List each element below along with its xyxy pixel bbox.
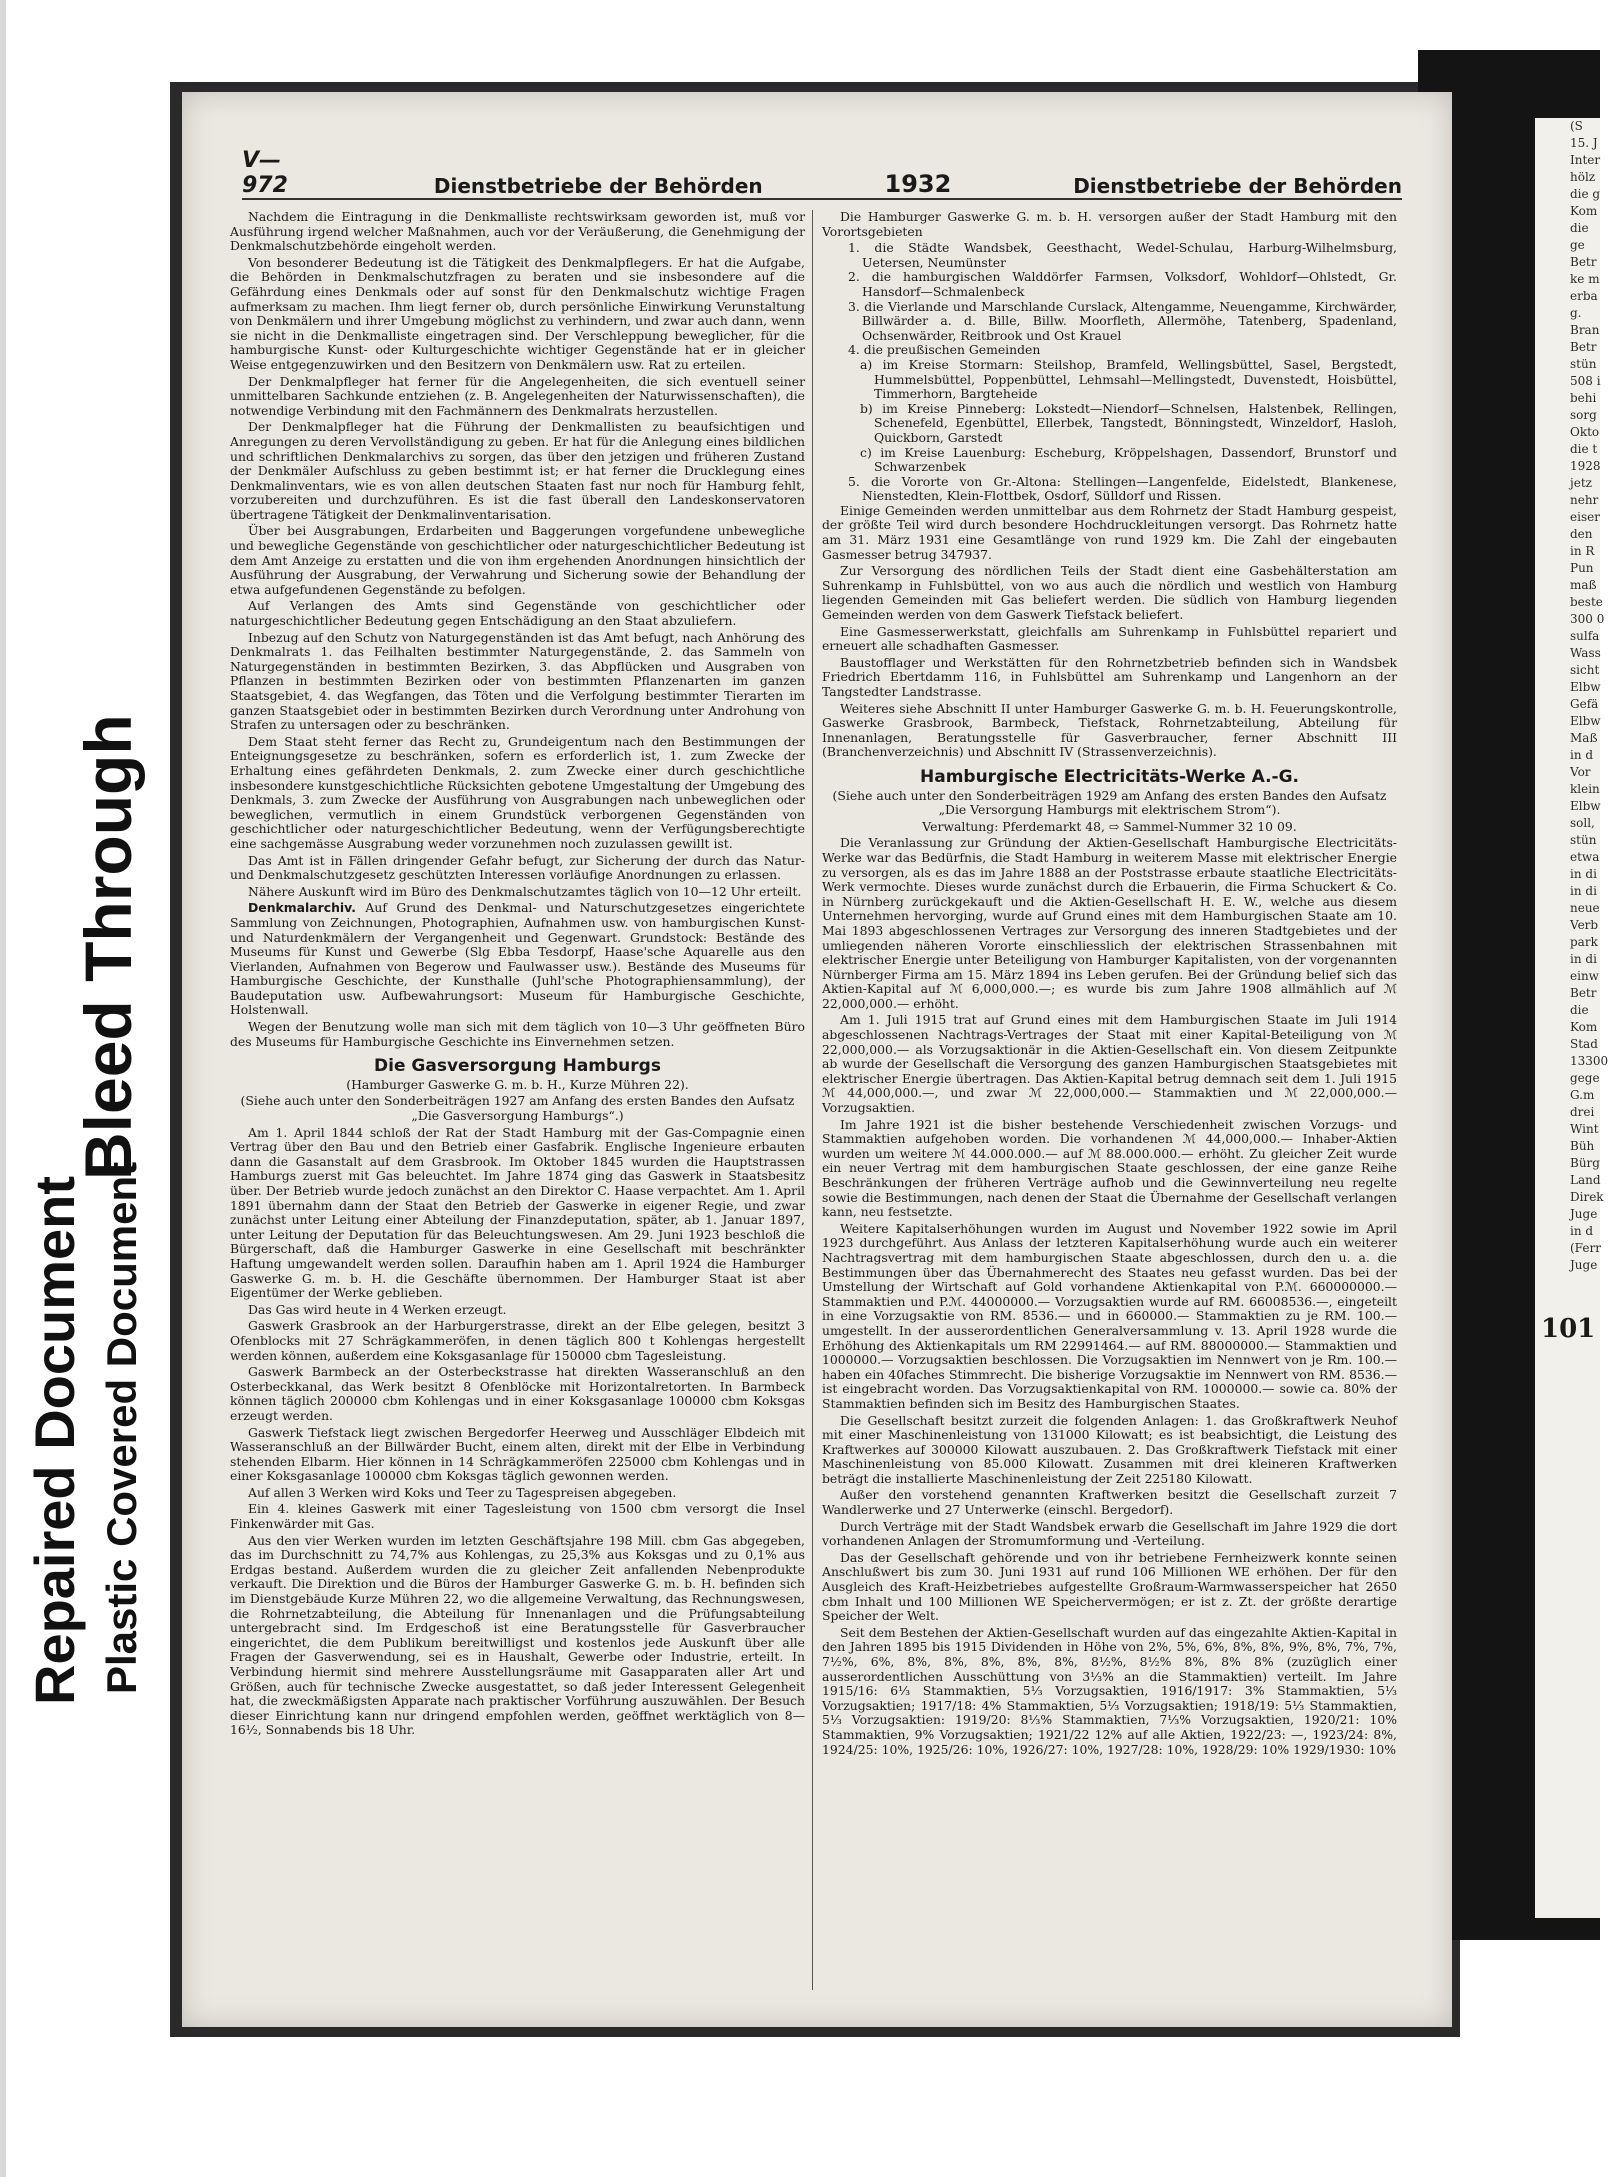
facing-page-fragment: stün (1570, 357, 1597, 371)
paragraph: Von besonderer Bedeutung ist die Tätigkeit des Denkmalpflegers. Er hat die Aufgabe, die Behörden in Denkmalschutzfragen zu beraten und sie insbesondere auf die Gefährdung eines Denkmals oder auf sonst für den Denkmalschutz wichtige Fragen aufmerksam zu machen. Ihm liegt ferner ob, durch persönliche Einwirkung Verunstaltung von Denkmälern und ihrer Umgebung möglichst zu verhindern, und zwar auch dann, wenn sie nicht in die Denkmalliste eingetragen sind. Der Verschleppung beweglicher, für die hamburgische Kunst- oder Kulturgeschichte wichtiger Gegenstände hat er in gleicher Weise entgegenzuwirken und den Besitzern von Denkmälern usw. Rat zu erteilen. (230, 254, 805, 372)
facing-page-fragment: 13300 (1570, 1054, 1608, 1068)
facing-page-fragment: die g (1570, 187, 1601, 201)
facing-page-fragment: in di (1570, 867, 1597, 881)
paragraph: Über bei Ausgrabungen, Erdarbeiten und Baggerungen vorgefundene unbewegliche und bewegliche Gegenstände von geschichtlicher oder naturgeschichtlicher Bedeutung ist dem Amt Anzeige zu erstatten und die von ihm ergehenden Anordnungen hinsichtlich der Ausführung der Ausgrabung, der Verwahrung und Sicherung sowie der Behandlung der etwa aufgefundenen Gegenstände zu befolgen. (230, 523, 805, 597)
facing-page-fragment: eiser (1570, 510, 1600, 524)
facing-page-fragment: ge (1570, 238, 1585, 252)
paragraph: Auf Verlangen des Amts sind Gegenstände von geschichtlicher oder naturgeschichtlicher Bedeutung gegen Entschädigung an den Staat abzuliefern. (230, 598, 805, 629)
section-note: (Siehe auch unter den Sonderbeiträgen 1927 am Anfang des ersten Bandes den Aufsatz „Die Gasversorgung Hamburgs“.) (240, 1093, 795, 1124)
facing-page-fragment: Maß (1570, 731, 1598, 745)
list-item: 1. die Städte Wandsbek, Geesthacht, Wedel-Schulau, Harburg-Wilhelmsburg, Uetersen, Neumünster (848, 240, 1397, 270)
page-number: V—972 (242, 148, 288, 198)
paragraph: Eine Gasmesserwerkstatt, gleichfalls am Suhrenkamp in Fuhlsbüttel repariert und erneuert alle schadhaften Gasmesser. (822, 623, 1397, 654)
paragraph (230, 901, 805, 1018)
paragraph: Weitere Kapitalserhöhungen wurden im August und November 1922 sowie im April 1923 durchgeführt. Aus Anlass der letzteren Kapitalserhöhung wurde auch ein weiterer Nachtragsvertrag mit dem hamburgischen Staate abgeschlossen, durch den u. a. die Bestimmungen über das Übernahmerecht des Staates neu gefasst wurden. Das bei der Umstellung der Wirtschaft auf Gold vorhandene Aktienkapital von P.ℳ. 660000000.— Stammaktien und P.ℳ. 44000000.— Vorzugsaktien wurde auf RM. 66008536.—, eingeteilt in eine Vorzugsaktie von RM. 8536.— und in 660000.— Stammaktien zu je RM. 100.— umgestellt. In der ausserordentlichen Generalversammlung v. 13. April 1928 wurde die Erhöhung des Aktienkapitals um RM 22991464.— auf RM. 88000000.— Stammaktien und 1000000.— Vorzugsaktien beschlossen. Die Vorzugsaktien im Nennwert von je Rm. 100.— haben ein 40faches Stimmrecht. Die bisherige Vorzugsaktie im Nennwert von RM. 8536.— ist eingebracht worden. Das Vorzugsaktienkapital von RM. 1000000.— sowie ca. 80% der Stammaktien befinden sich im Besitz des Hamburgischen Staates. (822, 1220, 1397, 1411)
paragraph: Am 1. April 1844 schloß der Rat der Stadt Hamburg mit der Gas-Compagnie einen Vertrag über den Bau und den Betrieb einer Gasfabrik. Englische Ingenieure erbauten dann die Gasanstalt auf dem Grasbrook. Im Oktober 1845 wurden die Hauptstrassen Hamburgs zuerst mit Gas beleuchtet. Im Jahre 1874 ging das Gaswerk in Staatsbesitz über. Der Betrieb wurde jedoch zunächst an den Direktor C. Haase verpachtet. Am 1. April 1891 übernahm dann der Staat den Betrieb der Gaswerke in eigener Regie, und zwar zunächst unter Leitung einer Abteilung der Finanzdeputation, später, ab 1. Januar 1897, unter Leitung der Deputation für das Beleuchtungswesen. Am 29. Juni 1923 beschloß die Bürgerschaft, daß die Hamburger Gaswerke in eine Gesellschaft mit beschränkter Haftung umgewandelt werden sollen. Daraufhin haben am 1. April 1924 die Hamburger Gaswerke G. m. b. H. die Geschäfte übernommen. Der Hamburger Staat ist aber Eigentümer der Werke geblieben. (230, 1124, 805, 1301)
section-heading-gas: Die Gasversorgung Hamburgs (374, 1056, 661, 1077)
facing-page-fragment: Land (1570, 1173, 1601, 1187)
facing-page-fragment: 300 0 (1570, 612, 1605, 626)
facing-page-fragment: G.m (1570, 1088, 1595, 1102)
paragraph: Die Veranlassung zur Gründung der Aktien-Gesellschaft Hamburgische Electricitäts-Werke war das Bedürfnis, die Stadt Hamburg in weiterem Masse mit elektrischer Energie zu versorgen, als es das im Jahre 1888 an der Poststrasse erbaute staatliche Electricitäts-Werk vermochte. Dieses wurde zunächst durch die Erbauerin, die Firma Schuckert & Co. in Nürnberg zurückgekauft und die Aktien-Gesellschaft H. E. W., welche aus diesem Unternehmen hervorging, wurde auf Grund eines mit dem Hamburgischen Staate am 10. Mai 1893 abgeschlossenen Vertrages zur Versorgung des inneren Stadtgebietes und der umliegenden näheren Vororte einschliesslich der elektrischen Strassenbahnen mit elektrischer Energie unter Beteiligung von Hamburger Kapitalisten, von der vorgenannten Nürnberger Firma am 15. März 1894 ins Leben gerufen. Bei der Gründung belief sich das Aktien-Kapital auf ℳ 6,000,000.—; es wurde bis zum Jahre 1908 allmählich auf ℳ 22,000,000.— erhöht. (822, 835, 1397, 1011)
archive-title: Denkmalarchiv. (248, 900, 356, 916)
facing-page-fragment: die (1570, 221, 1589, 235)
facing-page-fragment: einw (1570, 969, 1599, 983)
paragraph: Gaswerk Barmbeck an der Osterbeckstrasse hat direkten Wasseranschluß an den Osterbeckkanal, das Werk besitzt 8 Ofenblöcke mit Horizontalretorten. In Barmbeck können täglich 200000 cbm Kohlengas und in einer Koksgasanlage 100000 cbm Koksgas erzeugt werden. (230, 1364, 805, 1423)
facing-page-fragment: etwa (1570, 850, 1600, 864)
paragraph: Das der Gesellschaft gehörende und von ihr betriebene Fernheizwerk konnte seinen Anschlußwert bis zum 30. Juni 1931 auf rund 106 Millionen WE erhöhen. Der für den Ausgleich des Kraft-Heizbetriebes aufgestellte Großraum-Warmwasserspeicher hat 2650 cbm Inhalt und 100 Millionen WE Speichervermögen; er ist z. Zt. der größte derartige Speicher der Welt. (822, 1549, 1397, 1624)
facing-page-fragment: drei (1570, 1105, 1595, 1119)
facing-page-fragment: stün (1570, 833, 1597, 847)
list-subitem: b) im Kreise Pinneberg: Lokstedt—Niendorf—Schnelsen, Halstenbek, Rellingen, Schenefeld, Egenbüttel, Ellerbek, Tangstedt, Bönningstedt, Winzeldorf, Hasloh, Quickborn, Garstedt (860, 400, 1397, 445)
facing-page-fragment: Betr (1570, 986, 1597, 1000)
paragraph: Das Amt ist in Fällen dringender Gefahr befugt, zur Sicherung der durch das Natur- und Denkmalschutzgesetz geschützten Interessen vorläufige Anordnungen zu erlassen. (230, 852, 805, 883)
facing-page-fragment: 1928 (1570, 459, 1601, 473)
paragraph: Zur Versorgung des nördlichen Teils der Stadt dient eine Gasbehälterstation am Suhrenkamp in Fuhlsbüttel, von wo aus auch die nördlich und westlich von Hamburg liegenden Gemeinden mit Gas beliefert werden. Die südlich von Hamburg liegenden Gemeinden werden von dem Gaswerk Tiefstack beliefert. (822, 563, 1397, 623)
paragraph: Wegen der Benutzung wolle man sich mit dem täglich von 10—3 Uhr geöffneten Büro des Museums für Hamburgische Geschichte ins Einvernehmen setzen. (230, 1019, 805, 1049)
paragraph: Gaswerk Tiefstack liegt zwischen Bergedorfer Heerweg und Ausschläger Elbdeich mit Wasseranschluß an der Billwärder Bucht, einem alten, direkt mit der Elbe in Verbindung stehenden Elbarm. Hier können in 14 Schrägkammeröfen 225000 cbm Kohlengas und in einer Koksgasanlage 100000 cbm Koksgas täglich gewonnen werden. (230, 1424, 805, 1484)
facing-page-fragment: Elbw (1570, 714, 1601, 728)
facing-page-fragment: (Ferr (1570, 1241, 1601, 1255)
facing-page-fragment: sorg (1570, 408, 1597, 422)
facing-page-fragment: Wint (1570, 1122, 1599, 1136)
paragraph: Ein 4. kleines Gaswerk mit einer Tagesleistung von 1500 cbm versorgt die Insel Finkenwärder mit Gas. (230, 1501, 805, 1532)
facing-page-fragment: Inter (1570, 153, 1601, 167)
paragraph: Baustofflager und Werkstätten für den Rohrnetzbetrieb befinden sich in Wandsbek Friedrich Ebertdamm 116, in Fuhlsbüttel am Suhrenkamp und Langenhorn an der Tangstedter Landstrasse. (822, 654, 1397, 699)
list-subitem: c) im Kreise Lauenburg: Escheburg, Kröppelshagen, Dassendorf, Brunstorf und Schwarzenbek (860, 444, 1397, 475)
facing-page-fragment: gege (1570, 1071, 1600, 1085)
facing-page-fragment: 15. J (1570, 136, 1598, 150)
list-item: 5. die Vororte von Gr.-Altona: Stellingen—Langenfelde, Eidelstedt, Blankenese, Nienstedten, Klein-Flottbek, Osdorf, Sülldorf und Rissen. (848, 473, 1397, 504)
section-note: (Siehe auch unter den Sonderbeiträgen 1929 am Anfang des ersten Bandes den Aufsatz „Die Versorgung Hamburgs mit elektrischem Strom“). (832, 787, 1387, 818)
paragraph: Die Gesellschaft besitzt zurzeit die folgenden Anlagen: 1. das Großkraftwerk Neuhof mit einer Maschinenleistung von 131000 Kilowatt; es ist beabsichtigt, die Leistung des Kraftwerkes auf 300000 Kilowatt auszubauen. 2. Das Großkraftwerk Tiefstack mit einer Maschinenleistung von 85.000 Kilowatt. Zusammen mit drei kleineren Kraftwerken beträgt die installierte Maschinenleistung der Zeit 225180 Kilowatt. (822, 1412, 1397, 1486)
paragraph: Dem Staat steht ferner das Recht zu, Grundeigentum nach den Bestimmungen der Enteignungsgesetze zu beschränken, sofern es erforderlich ist, 1. zum Zwecke der Erhaltung eines gefährdeten Denkmals, 2. zum Zwecke einer durch geschichtliche insbesondere kunstgeschichtliche Rücksichten gebotene Umgestaltung der Umgebung des Denkmals, 3. zum Zwecke der Ausführung von Ausgrabungen nach unbeweglichen oder beweglichen, vermutlich in einem Grundstück verborgenen Gegenständen von geschichtlicher oder naturgeschichtlicher Bedeutung, wenn der Verfügungsberechtigte eine sachgemässe Ausgrabung weder vorzunehmen noch zuzulassen gewillt ist. (230, 733, 805, 851)
facing-page-fragment: Juge (1570, 1207, 1598, 1221)
list-item: 3. die Vierlande und Marschlande Curslack, Altengamme, Neuengamme, Kirchwärder, Billwärder a. d. Bille, Billw. Moorfleth, Allermöhe, Tatenberg, Spadenland, Ochsenwärder, Reitbrook und Ost Krauel (848, 298, 1397, 343)
label-repaired-document: Repaired Document (23, 1176, 86, 1705)
facing-page-fragment: (S (1570, 119, 1583, 133)
facing-page-fragment: Wass (1570, 646, 1601, 660)
facing-page-fragment: Büh (1570, 1139, 1595, 1153)
archive-text: Auf Grund des Denkmal- und Naturschutzgesetzes eingerichtete Sammlung von Zeichnungen, Photographien, Aufnahmen usw. von hamburgischen Kunst- und Naturdenkmälern der Vergangenheit und Gegenwart. Grundstock: Bestände des Museums für Kunst und Gewerbe (Slg Ebba Tesdorpf, Haase'sche Aquarelle aus den Vierlanden, Aufnahmen von Begerow und Faulwasser usw.). Bestände des Museums für Hamburgische Geschichte, der Kunsthalle (Juhl'sche Photographiensammlung), der Baudeputation usw. Aufbewahrungsort: Museum für Hamburgische Geschichte, Holstenwall. (230, 900, 805, 1018)
facing-page-fragment: Betr (1570, 340, 1597, 354)
facing-page-fragment: Vor (1570, 765, 1591, 779)
facing-page-fragment: Stad (1570, 1037, 1598, 1051)
facing-page-fragment: Gefä (1570, 697, 1599, 711)
column-divider (812, 210, 813, 1990)
facing-page-fragment: die t (1570, 442, 1598, 456)
facing-page-fragment: Verb (1570, 918, 1599, 932)
facing-page-fragment: hölz (1570, 170, 1596, 184)
supply-list (822, 241, 1397, 504)
facing-page-fragment: nehr (1570, 493, 1599, 507)
list-subitem: a) im Kreise Stormarn: Steilshop, Bramfeld, Wellingsbüttel, Sasel, Bergstedt, Hummelsbüttel, Poppenbüttel, Lehmsahl—Mellingstedt, Duvenstedt, Hoisbüttel, Timmerhorn, Bargteheide (860, 356, 1397, 402)
facing-page (1535, 118, 1608, 1918)
annotation-labels (0, 0, 170, 2177)
facing-page-fragment: Juge (1570, 1258, 1598, 1272)
facing-page-fragment: in d (1570, 748, 1594, 762)
facing-page-fragment: maß (1570, 578, 1597, 592)
paragraph: Inbezug auf den Schutz von Naturgegenständen ist das Amt befugt, nach Anhörung des Denkmalrats 1. das Feilhalten bestimmter Naturgegenstände, 2. das Sammeln von Naturgegenständen in bestimmten Bezirken, 3. das Abpflücken und Ausgraben von Pflanzen in bestimmten Bezirken oder von bestimmten Pflanzenarten im ganzen Staatsgebiet, 4. das Wegfangen, das Töten und die Verfolgung bestimmter Tierarten im ganzen Staatsgebiet oder in bestimmten Bezirken durch Verordnung unter Androhung von Strafen zu untersagen oder zu beschränken. (230, 629, 805, 733)
list-item: 4. die preußischen Gemeinden (848, 342, 1041, 358)
paragraph: Nachdem die Eintragung in die Denkmalliste rechtswirksam geworden ist, muß vor Ausführung irgend welcher Maßnahmen, auch vor der Veräußerung, die Genehmigung der Denkmalschutzbehörde eingeholt werden. (230, 209, 805, 254)
facing-page-fragment: Elbw (1570, 799, 1601, 813)
facing-page-fragment: park (1570, 935, 1598, 949)
right-column (822, 210, 1397, 1990)
facing-page-fragment: Bran (1570, 323, 1600, 337)
facing-page-fragment: erba (1570, 289, 1598, 303)
paragraph: Die Hamburger Gaswerke G. m. b. H. versorgen außer der Stadt Hamburg mit den Vorortsgebieten (822, 209, 1397, 239)
paragraph: Am 1. Juli 1915 trat auf Grund eines mit dem Hamburgischen Staate im Juli 1914 abgeschlossenen Nachtrags-Vertrages der Staat mit einer Kapital-Beteiligung von ℳ 22,000,000.— als Vorzugsaktionär in die Aktien-Gesellschaft ein. Von diesem Zeitpunkte ab wurde der Gesellschaft die Versorgung des ganzen Hamburgischen Staatsgebietes mit elektrischer Energie übertragen. Das Aktien-Kapital betrug demnach seit dem 1. Juli 1915 ℳ 44,000,000.—, und zwar ℳ 22,000,000.— Stammaktien und ℳ 22,000,000.— Vorzugsaktien. (822, 1012, 1397, 1116)
label-bleed-through: Bleed Through (71, 714, 145, 1180)
left-column (230, 210, 805, 1990)
header-year: 1932 (884, 170, 952, 198)
paragraph: Auf allen 3 Werken wird Koks und Teer zu Tagespreisen abgegeben. (248, 1484, 677, 1500)
facing-page-fragment: beste (1570, 595, 1603, 609)
paragraph: Seit dem Bestehen der Aktien-Gesellschaft wurden auf das eingezahlte Aktien-Kapital in den Jahren 1895 bis 1915 Dividenden in Höhe von 2%, 5%, 6%, 8%, 8%, 9%, 8%, 7%, 7%, 7½%, 6%, 8%, 8%, 8%, 8%, 8%, 8½%, 8½% 8%, 8% 8% (zuzüglich einer ausserordentlichen Ausschüttung von 3⅓% an die Stammaktien) verteilt. Im Jahre 1915/16: 6⅓ Stammaktien, 5⅓ Vorzugsaktien, 1916/1917: 3% Stammaktien, 5⅓ Vorzugsaktien; 1917/18: 4% Stammaktien, 5⅓ Vorzugsaktien; 1918/19: 5⅓ Stammaktien, 5⅓ Vorzugsaktien: 1919/20: 8⅓% Stammaktien, 7⅓% Vorzugsaktien, 1920/21: 10% Stammaktien, 9% Vorzugsaktien; 1921/22 12% auf alle Aktien, 1922/23: —, 1923/24: 8%, 1924/25: 10%, 1925/26: 10%, 1926/27: 10%, 1927/28: 10%, 1928/29: 10% 1929/1930: 10% (822, 1624, 1397, 1757)
facing-page-fragment: in di (1570, 952, 1597, 966)
paragraph: Gaswerk Grasbrook an der Harburgerstrasse, direkt an der Elbe gelegen, besitzt 3 Ofenblocks mit 27 Schrägkammeröfen, in denen täglich 800 t Kohlengas hergestellt werden können, außerdem eine Koksgasanlage für 150000 cbm Tagesleistung. (230, 1318, 805, 1363)
paragraph: Aus den vier Werken wurden im letzten Geschäftsjahre 198 Mill. cbm Gas abgegeben, das im Durchschnitt zu 74,7% aus Kohlengas, zu 25,3% aus Koksgas und zu 0,1% aus Erdgas bestand. Außerdem wurden die zu gleicher Zeit anfallenden Nebenprodukte verkauft. Die Direktion und die Büros der Hamburger Gaswerke G. m. b. H. befinden sich im Dienstgebäude Kurze Mühren 22, wo die allgemeine Verwaltung, das Rechnungswesen, die Rohrnetzabteilung, die Abteilung für Innenanlagen und die Prüfungsabteilung untergebracht sind. Im Erdgeschoß ist eine Beratungsstelle für Gasverbraucher eingerichtet, die dem Publikum bereitwilligst und kostenlos jede Auskunft über alle Fragen der Gasverwendung, sei es in Haushalt, Gewerbe oder Industrie, erteilt. In Verbindung hiermit sind mehrere Ausstellungsräume mit Gasapparaten aller Art und Größen, auch für technische Zwecke ausgestattet, so daß jeder Interessent Gelegenheit hat, die zweckmäßigsten Apparate nach praktischer Vorführung auszuwählen. Der Besuch dieser Einrichtung kann nur dringend empfohlen werden, geöffnet werktäglich von 8—16½, Sonnabends bis 18 Uhr. (230, 1532, 805, 1738)
facing-page-fragment: jetz (1570, 476, 1592, 490)
facing-page-fragment: neue (1570, 901, 1600, 915)
facing-page-fragment: Pun (1570, 561, 1594, 575)
page-header (242, 148, 1402, 200)
facing-page-fragment: in di (1570, 884, 1597, 898)
paragraph: Im Jahre 1921 ist die bisher bestehende Verschiedenheit zwischen Vorzugs- und Stammaktien aufgehoben worden. Die vorhandenen ℳ 44,000,000.— Inhaber-Aktien wurden um weitere ℳ 44.000.000.— auf ℳ 88.000.000.— erhöht. Zu gleicher Zeit wurde ein neuer Vertrag mit dem hamburgischen Staate geschlossen, der eine ganze Reihe Beschränkungen der früheren Verträge aufhob und die Gewinnverteilung neu regelte sowie die Bestimmungen, nach denen der Staat die Übernahme der Gesellschaft verlangen kann, neu festsetzte. (822, 1116, 1397, 1220)
section-heading-electricity: Hamburgische Electricitäts-Werke A.-G. (920, 766, 1299, 787)
facing-page-fragment: 508 i (1570, 374, 1601, 388)
facing-page-fragment: den (1570, 527, 1593, 541)
facing-page-fragment: die (1570, 1003, 1589, 1017)
facing-page-fragment: Elbw (1570, 680, 1601, 694)
paragraph: Der Denkmalpfleger hat ferner für die Angelegenheiten, die sich eventuell seiner unmittelbaren Sachkunde entziehen (z. B. Angelegenheiten der Naturwissenschaften), die notwendige Verbindung mit den Fachmännern des Denkmalrats herzustellen. (230, 373, 805, 418)
facing-page-number: 101 (1541, 1314, 1596, 1344)
administration-address: Verwaltung: Pferdemarkt 48, ⇨ Sammel-Nummer 32 10 09. (922, 818, 1297, 834)
facing-page-fragment: ke m (1570, 272, 1600, 286)
facing-page-fragment: Bürg (1570, 1156, 1600, 1170)
running-title-left: Dienstbetriebe der Behörden (433, 174, 763, 198)
paragraph: Einige Gemeinden werden unmittelbar aus dem Rohrnetz der Stadt Hamburg gespeist, der größte Teil wird durch besondere Hochdruckleitungen versorgt. Das Rohrnetz hatte am 31. März 1931 eine Gesamtlänge von rund 1929 km. Die Zahl der eingebauten Gasmesser betrug 347937. (822, 502, 1397, 562)
section-subtitle: (Hamburger Gaswerke G. m. b. H., Kurze Mühren 22). (346, 1076, 689, 1092)
paragraph: Der Denkmalpfleger hat die Führung der Denkmallisten zu beaufsichtigen und Anregungen zu deren Vervollständigung zu geben. Er hat für die Anlegung eines bildlichen und schriftlichen Denkmalarchivs zu sorgen, das über den jetzigen und früheren Zustand der Denkmäler Aufschluss zu geben bestimmt ist; er hat ferner die Drucklegung eines Denkmalinventars, wie es von allen deutschen Staaten fast nur noch für Hamburg fehlt, vorzubereiten und durchzuführen. Es ist die fast überall den Landeskonservatoren übertragene Tätigkeit der Denkmalinventarisation. (230, 419, 805, 522)
paragraph: Weiteres siehe Abschnitt II unter Hamburger Gaswerke G. m. b. H. Feuerungskontrolle, Gaswerke Grasbrook, Barmbeck, Tiefstack, Rohrnetzabteilung, Abteilung für Innenanlagen, Beratungsstelle für Gasverbraucher, ferner Abschnitt III (Branchenverzeichnis) und Abschnitt IV (Strassenverzeichnis). (822, 700, 1397, 760)
document-page (182, 92, 1452, 2027)
facing-page-fragment: g. (1570, 306, 1582, 320)
list-item: 2. die hamburgischen Walddörfer Farmsen, Volksdorf, Wohldorf—Ohlstedt, Gr. Hansdorf—Schmalenbeck (848, 269, 1397, 299)
facing-page-fragment: sicht (1570, 663, 1600, 677)
facing-page-fragment: sulfa (1570, 629, 1600, 643)
facing-page-fragment: in d (1570, 1224, 1594, 1238)
facing-page-fragment: soll, (1570, 816, 1595, 830)
facing-page-fragment: behi (1570, 391, 1597, 405)
facing-page-fragment: Kom (1570, 1020, 1598, 1034)
facing-page-fragment: Kom (1570, 204, 1598, 218)
facing-page-text (1535, 118, 1608, 1274)
label-plastic-covered-document: Plastic Covered Document (98, 1161, 145, 1694)
facing-page-fragment: in R (1570, 544, 1595, 558)
running-title-right: Dienstbetriebe der Behörden (1073, 174, 1402, 198)
facing-page-fragment: Direk (1570, 1190, 1604, 1204)
paragraph: Das Gas wird heute in 4 Werken erzeugt. (248, 1301, 507, 1317)
paragraph: Durch Verträge mit der Stadt Wandsbek erwarb die Gesellschaft im Jahre 1929 die dort vorhandenen Anlagen der Stromumformung und -Verteilung. (822, 1518, 1397, 1549)
paragraph: Außer den vorstehend genannten Kraftwerken besitzt die Gesellschaft zurzeit 7 Wandlerwerke und 27 Unterwerke (einschl. Bergedorf). (822, 1487, 1397, 1518)
facing-page-fragment: Okto (1570, 425, 1600, 439)
facing-page-fragment: Betr (1570, 255, 1597, 269)
paragraph: Nähere Auskunft wird im Büro des Denkmalschutzamtes täglich von 10—12 Uhr erteilt. (248, 883, 802, 899)
facing-page-fragment: klein (1570, 782, 1600, 796)
